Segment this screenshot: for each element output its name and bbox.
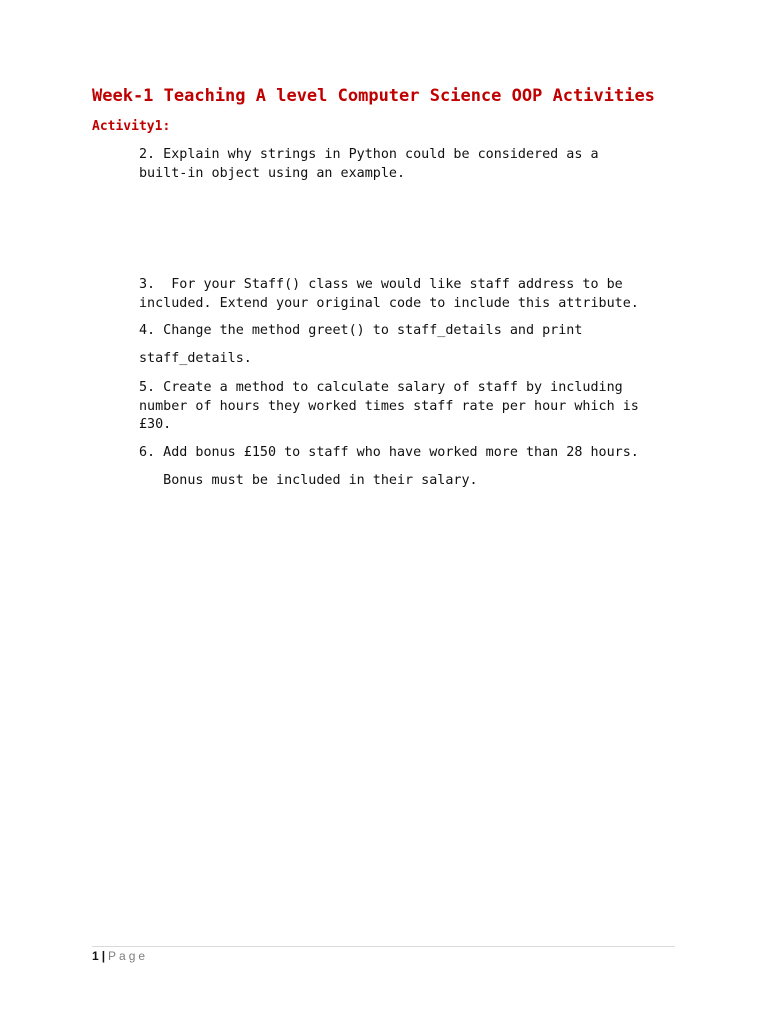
question-2: 2. Explain why strings in Python could be considered as a built-in object using an example. (139, 147, 599, 181)
question-6: 6. Add bonus £150 to staff who have worked more than 28 hours. (139, 445, 639, 460)
document-title: Week-1 Teaching A level Computer Science OOP Activities (92, 86, 655, 106)
page-label: Page (108, 949, 149, 963)
footer-separator: | (101, 949, 106, 963)
activity-heading: Activity1: (92, 119, 171, 134)
page-number: 1 (92, 949, 99, 963)
page-footer (92, 949, 148, 963)
question-4-continuation: staff_details. (139, 351, 252, 366)
footer-divider (92, 946, 675, 947)
question-5: 5. Create a method to calculate salary of staff by including number of hours they worked times staff rate per hour which is £30. (139, 380, 639, 432)
question-4: 4. Change the method greet() to staff_details and print (139, 323, 583, 338)
question-6-continuation: Bonus must be included in their salary. (139, 473, 478, 488)
question-3: 3. For your Staff() class we would like staff address to be included. Extend your original code to include this attribute. (139, 277, 639, 311)
